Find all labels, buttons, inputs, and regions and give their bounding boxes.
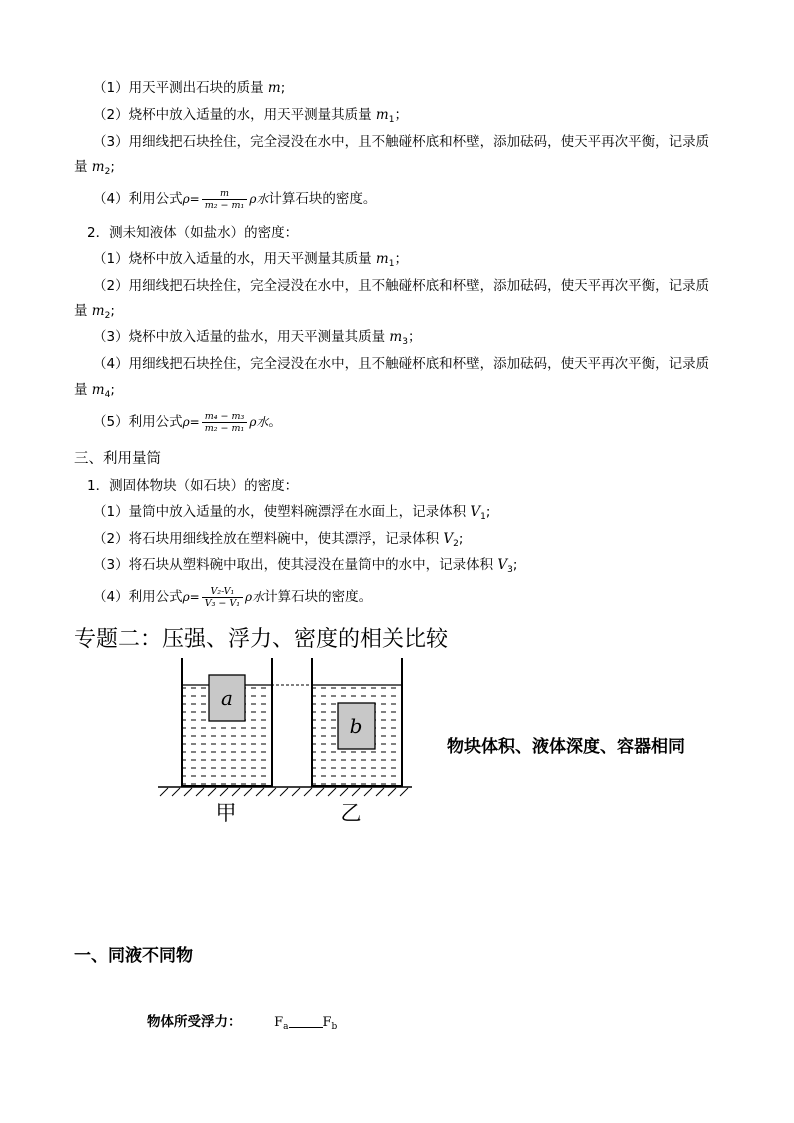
step-punct: ; bbox=[485, 504, 491, 520]
step-punct: ; bbox=[110, 159, 115, 175]
topic-heading: 专题二：压强、浮力、密度的相关比较 bbox=[74, 627, 449, 652]
cylinder-step-2 bbox=[93, 530, 463, 553]
var-sub: 2 bbox=[104, 167, 111, 177]
fraction-numerator: m bbox=[220, 187, 230, 199]
var-m: m bbox=[91, 303, 105, 319]
force-a: F bbox=[274, 1015, 284, 1030]
step-text: （1）量筒中放入适量的水，使塑料碗漂浮在水面上，记录体积 bbox=[93, 504, 471, 520]
step-text: （2）烧杯中放入适量的水，用天平测量其质量 bbox=[93, 107, 376, 123]
step-text: （3）烧杯中放入适量的盐水，用天平测量其质量 bbox=[93, 329, 390, 345]
fraction-denominator: V₃ − V₁ bbox=[202, 597, 243, 609]
step-punct: ； bbox=[394, 107, 408, 123]
formula-rho-water: ρ水 bbox=[245, 590, 265, 604]
label-b: b bbox=[349, 714, 363, 738]
liquid-step-2-cont bbox=[74, 302, 115, 325]
step-balance-3-cont bbox=[74, 158, 115, 181]
var-m: m bbox=[375, 107, 389, 123]
fraction-denominator: m₂ − m₁ bbox=[202, 199, 248, 211]
var-sub: 3 bbox=[402, 337, 408, 347]
label-a: a bbox=[221, 686, 233, 710]
formula-rho-water: ρ水 bbox=[249, 192, 269, 206]
var-m: m bbox=[91, 159, 105, 175]
var-v: V bbox=[470, 504, 481, 520]
var-sub: 1 bbox=[388, 259, 395, 269]
step-text: 量 bbox=[74, 159, 92, 175]
formula-fraction bbox=[202, 411, 248, 434]
section-heading-cylinder: 三、利用量筒 bbox=[74, 451, 161, 467]
section-heading-same-liquid: 一、同液不同物 bbox=[74, 946, 193, 966]
var-v: V bbox=[443, 531, 454, 547]
fraction-denominator: m₂ − m₁ bbox=[202, 422, 248, 434]
step-punct: ; bbox=[280, 80, 286, 96]
comparison-blank[interactable] bbox=[289, 1015, 323, 1028]
step-punct: ; bbox=[110, 382, 115, 398]
var-sub: 3 bbox=[507, 565, 513, 575]
step-text: 。 bbox=[268, 414, 282, 430]
formula-fraction bbox=[202, 188, 248, 211]
step-balance-2 bbox=[93, 106, 408, 129]
var-m: m bbox=[91, 382, 105, 398]
formula-fraction bbox=[202, 586, 243, 609]
var-m: m bbox=[389, 329, 403, 345]
step-punct: ； bbox=[407, 329, 422, 345]
step-text: （5）利用公式 bbox=[93, 414, 183, 430]
step-text: （1）用天平测出石块的质量 bbox=[93, 80, 268, 96]
formula-rho: ρ= bbox=[182, 590, 200, 604]
liquid-step-2: （2）用细线把石块拴住，完全浸没在水中，且不触碰杯底和杯壁，添加砝码，使天平再次平衡，记录质 bbox=[93, 278, 710, 294]
step-text: （3）将石块从塑料碗中取出，使其浸没在量筒中的水中，记录体积 bbox=[93, 557, 498, 573]
var-v: V bbox=[497, 557, 508, 573]
figure-caption: 物块体积、液体深度、容器相同 bbox=[447, 737, 685, 757]
cylinder-step-3 bbox=[93, 556, 517, 579]
var-sub: 2 bbox=[104, 311, 111, 321]
step-text: 量 bbox=[74, 303, 92, 319]
liquid-step-4: （4）用细线把石块拴住，完全浸没在水中，且不触碰杯底和杯壁，添加砝码，使天平再次平衡，记录质 bbox=[93, 356, 710, 372]
beakers-figure bbox=[150, 652, 420, 832]
var-m: m bbox=[267, 80, 281, 96]
step-punct: ； bbox=[394, 251, 408, 267]
step-text: 量 bbox=[74, 382, 92, 398]
step-balance-4 bbox=[93, 182, 376, 216]
liquid-title: 2．测未知液体（如盐水）的密度： bbox=[87, 225, 299, 241]
formula-rho: ρ= bbox=[182, 415, 200, 429]
step-text: （1）烧杯中放入适量的水，用天平测量其质量 bbox=[93, 251, 376, 267]
var-m: m bbox=[375, 251, 389, 267]
formula-rho: ρ= bbox=[182, 192, 200, 206]
step-text: （2）将石块用细线拴放在塑料碗中，使其漂浮，记录体积 bbox=[93, 531, 444, 547]
force-a-sub: a bbox=[283, 1022, 289, 1032]
var-sub: 1 bbox=[388, 115, 395, 125]
liquid-step-3 bbox=[93, 328, 421, 351]
fraction-numerator: m₄ − m₃ bbox=[204, 410, 245, 422]
force-b: F bbox=[322, 1015, 332, 1030]
step-punct: ; bbox=[512, 557, 518, 573]
label-yi: 乙 bbox=[340, 801, 362, 825]
buoyancy-label: 物体所受浮力： bbox=[147, 1014, 242, 1030]
step-punct: ; bbox=[458, 531, 464, 547]
step-text: 计算石块的密度。 bbox=[264, 589, 373, 605]
step-balance-3: （3）用细线把石块拴住，完全浸没在水中，且不触碰杯底和杯壁，添加砝码，使天平再次平衡，记录质 bbox=[93, 134, 710, 150]
step-punct: ; bbox=[110, 303, 115, 319]
liquid-step-1 bbox=[93, 250, 408, 273]
force-b-sub: b bbox=[331, 1022, 338, 1032]
cylinder-title: 1．测固体物块（如石块）的密度： bbox=[87, 478, 299, 494]
liquid-step-5 bbox=[93, 405, 282, 439]
step-text: 计算石块的密度。 bbox=[268, 191, 377, 207]
var-sub: 4 bbox=[104, 390, 111, 400]
var-sub: 2 bbox=[453, 539, 459, 549]
step-text: （4）利用公式 bbox=[93, 191, 183, 207]
var-sub: 1 bbox=[480, 512, 486, 522]
liquid-step-4-cont bbox=[74, 381, 115, 404]
step-balance-1 bbox=[93, 79, 285, 97]
ground-hatch bbox=[160, 788, 408, 796]
step-text: （4）利用公式 bbox=[93, 589, 183, 605]
fraction-numerator: V₂-V₁ bbox=[210, 585, 235, 597]
cylinder-step-1 bbox=[93, 503, 490, 526]
formula-rho-water: ρ水 bbox=[249, 415, 269, 429]
buoyancy-compare-row bbox=[147, 1013, 337, 1036]
label-jia: 甲 bbox=[215, 801, 237, 825]
cylinder-step-4 bbox=[93, 580, 372, 614]
